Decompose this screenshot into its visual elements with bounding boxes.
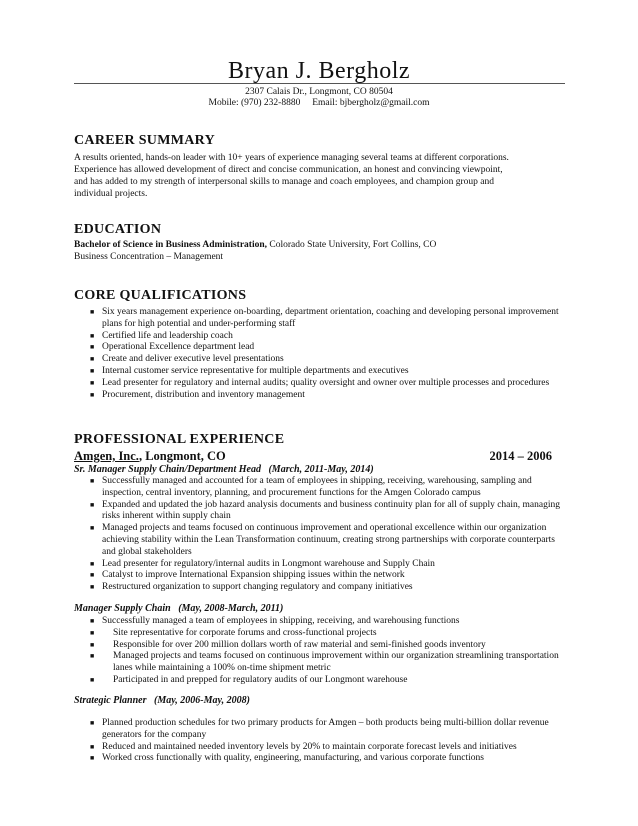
career-summary-text (74, 152, 574, 200)
concentration-line: Business Concentration – Management (74, 252, 224, 262)
bullet-icon: ■ (90, 652, 95, 661)
bullet-icon: ■ (90, 477, 95, 485)
list-item: ■ Responsible for over 200 million dollars worth of raw material and semi-finished goods inventory (90, 639, 486, 650)
list-item: ■ Managed projects and teams focused on continuous improvement within our organization streamlining transportation lanes while maintaining a 100% on-time shipment metric (90, 651, 559, 674)
bullet-icon: ■ (90, 390, 95, 399)
list-item: ■ Internal customer service representative for multiple departments and executives (90, 365, 409, 376)
list-item: ■ Certified life and leadership coach (90, 330, 233, 341)
list-item: ■ Catalyst to improve International Expansion shipping issues within the network (90, 570, 405, 581)
candidate-name: Bryan J. Bergholz (227, 58, 411, 84)
header-divider (74, 83, 565, 84)
summary-line: A results oriented, hands-on leader with 10+ years of experience managing several teams at different corporations. (74, 153, 509, 163)
bullet-icon: ■ (90, 675, 95, 684)
list-item: ■ Participated in and prepped for regulatory audits of our Longmont warehouse (90, 674, 408, 685)
education-text (74, 239, 574, 263)
employment-dates: 2014 – 2006 (489, 449, 552, 463)
list-item: ■ Reduced and maintained needed inventory levels by 20% to maintain corporate forecast levels and initiatives (90, 741, 517, 752)
bullet-icon: ■ (90, 754, 95, 763)
bullet-icon: ■ (90, 355, 95, 364)
bullet-icon: ■ (90, 308, 95, 316)
bullet-icon: ■ (90, 366, 95, 375)
list-item: ■ Successfully managed a team of employees in shipping, receiving, and warehousing functions (90, 616, 460, 626)
address-line: 2307 Calais Dr., Longmont, CO 80504 (245, 87, 393, 97)
role-duties-list (90, 476, 560, 594)
role-duties-list (90, 616, 560, 687)
education-heading: EDUCATION (74, 222, 162, 237)
list-item: ■ Worked cross functionally with quality, engineering, manufacturing, and various corporate functions (90, 753, 484, 764)
bullet-icon: ■ (90, 628, 95, 637)
role-title: Manager Supply Chain (May, 2008-March, 2011) (74, 603, 284, 614)
list-item: ■ Planned production schedules for two primary products for Amgen – both products being multi-billion dollar revenue generators for the company (90, 718, 549, 740)
company-location: , Longmont, CO (138, 449, 226, 463)
bullet-icon: ■ (90, 617, 95, 625)
bullet-icon: ■ (90, 500, 95, 509)
bullet-icon: ■ (90, 583, 95, 592)
company-row (74, 449, 552, 463)
summary-line: individual projects. (74, 189, 148, 199)
degree-line (74, 239, 574, 251)
core-qualifications-heading: CORE QUALIFICATIONS (74, 288, 247, 303)
summary-line: and has added to my strength of interpersonal skills to manage and coach employees, and champion group and (74, 177, 494, 187)
career-summary-heading: CAREER SUMMARY (74, 133, 215, 148)
list-item: ■ Successfully managed and accounted for a team of employees in shipping, receiving, warehousing, sampling and inspection, central inventory, planning, and procurement functions for the Amgen Colorado campus (90, 476, 532, 498)
list-item: ■ Expanded and updated the job hazard analysis documents and business continuity plan for all of supply chain, managing risks inherent within supply chain (90, 499, 560, 522)
bullet-icon: ■ (90, 343, 95, 352)
bullet-icon: ■ (90, 559, 95, 568)
summary-line: Experience has allowed development of direct and concise communication, an honest and convincing viewpoint, (74, 165, 503, 175)
list-item: ■ Create and deliver executive level presentations (90, 354, 284, 365)
core-qualifications-list (90, 307, 560, 401)
list-item: ■ Lead presenter for regulatory/internal audits in Longmont warehouse and Supply Chain (90, 558, 435, 569)
bullet-icon: ■ (90, 331, 95, 340)
bullet-icon: ■ (90, 571, 95, 580)
role-title: Strategic Planner (May, 2006-May, 2008) (74, 695, 250, 706)
role-duties-list (90, 718, 560, 765)
degree-name: Bachelor of Science in Business Administration, (74, 240, 268, 250)
list-item: ■ Site representative for corporate forums and cross-functional projects (90, 627, 377, 638)
bullet-icon: ■ (90, 719, 95, 727)
bullet-icon: ■ (90, 524, 95, 533)
bullet-icon: ■ (90, 640, 95, 649)
contact-line: Mobile: (970) 232-8880 Email: bjbergholz@gmail.com (208, 98, 430, 108)
bullet-icon: ■ (90, 378, 95, 387)
bullet-icon: ■ (90, 742, 95, 751)
list-item: ■ Managed projects and teams focused on continuous improvement and operational excellence within our organization achieving stability within the Lean Transformation continuum, creating strong partnerships with corporate counterparts and global stakeholders (90, 523, 555, 557)
list-item: ■ Six years management experience on-boarding, department orientation, coaching and developing personal improvement plans for high potential and under-performing staff (90, 307, 559, 329)
list-item: ■ Lead presenter for regulatory and internal audits; quality oversight and owner over multiple processes and procedures (90, 377, 550, 388)
role-title: Sr. Manager Supply Chain/Department Head (March, 2011-May, 2014) (74, 464, 374, 475)
list-item: ■ Procurement, distribution and inventory management (90, 389, 305, 400)
professional-experience-heading: PROFESSIONAL EXPERIENCE (74, 432, 285, 447)
company-name: Amgen, Inc. (74, 449, 139, 463)
list-item: ■ Restructured organization to support changing regulatory and company initiatives (90, 582, 413, 593)
school-name: Colorado State University, Fort Collins, CO (267, 240, 437, 250)
list-item: ■ Operational Excellence department lead (90, 342, 255, 353)
